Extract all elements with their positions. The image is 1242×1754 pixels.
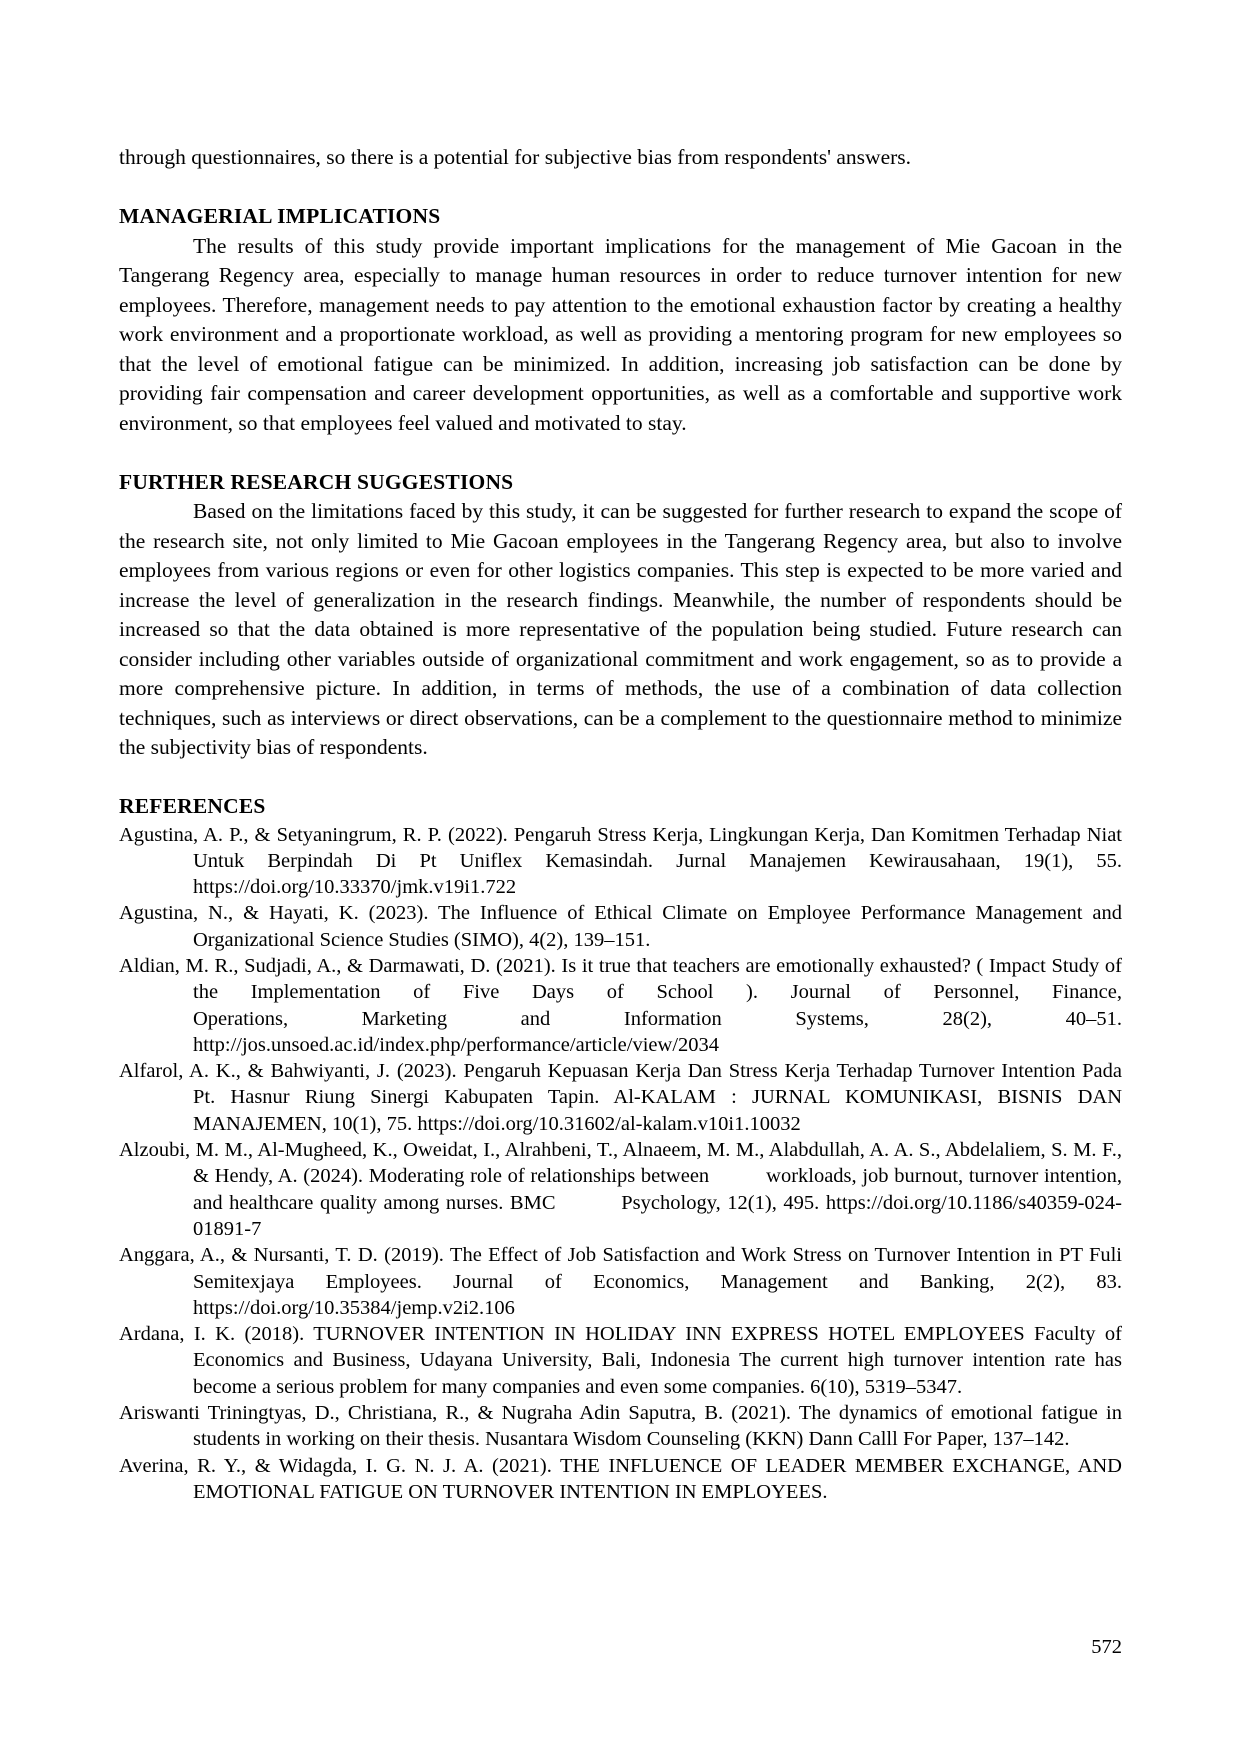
reference-entry-averina: Averina, R. Y., & Widagda, I. G. N. J. A. (2021). THE INFLUENCE OF LEADER MEMBER EXCHANGE, AND EMOTIONAL FATIGUE ON TURNOVER INTENTION IN EMPLOYEES. — [119, 1454, 1122, 1503]
reference-entry-anggara: Anggara, A., & Nursanti, T. D. (2019). The Effect of Job Satisfaction and Work Stress on Turnover Intention in PT Fuli Semitexjaya Employees. Journal of Economics, Management and Banking, 2(2), 83. https://doi.org/10.35384/jemp.v2i2.106 — [119, 1244, 1122, 1319]
heading-further-research-suggestions: FURTHER RESEARCH SUGGESTIONS — [119, 469, 514, 494]
managerial-implications-paragraph: The results of this study provide important implications for the management of Mie Gacoan in the Tangerang Regency area, especially to manage human resources in order to reduce turnover intention for new employees. Therefore, management needs to pay attention to the emotional exhaustion factor by creating a healthy work environment and a proportionate workload, as well as providing a mentoring program for new employees so that the level of emotional fatigue can be minimized. In addition, increasing job satisfaction can be done by providing fair compensation and career development opportunities, as well as a comfortable and supportive work environment, so that employees feel valued and motivated to stay. — [119, 233, 1122, 435]
reference-entry-aldian: Aldian, M. R., Sudjadi, A., & Darmawati, D. (2021). Is it true that teachers are emotionally exhausted? ( Impact Study of the Implementation of Five Days of School ). Journal of Personnel, Finance, Operations, Marketing and Information Systems, 28(2), 40–51. http://jos.unsoed.ac.id/index.php/performance/article/view/2034 — [119, 954, 1122, 1056]
reference-entry-ariswanti: Ariswanti Triningtyas, D., Christiana, R., & Nugraha Adin Saputra, B. (2021). The dynamics of emotional fatigue in students in working on their thesis. Nusantara Wisdom Counseling (KKN) Dann Calll For Paper, 137–142. — [119, 1402, 1122, 1451]
reference-entry-agustina-n: Agustina, N., & Hayati, K. (2023). The Influence of Ethical Climate on Employee Performance Management and Organizational Science Studies (SIMO), 4(2), 139–151. — [119, 902, 1122, 951]
heading-managerial-implications: MANAGERIAL IMPLICATIONS — [119, 204, 441, 228]
page-content — [119, 143, 1122, 1505]
reference-entry-agustina-ap: Agustina, A. P., & Setyaningrum, R. P. (2022). Pengaruh Stress Kerja, Lingkungan Kerja, Dan Komitmen Terhadap Niat Untuk Berpindah Di Pt Uniflex Kemasindah. Jurnal Manajemen Kewirausahaan, 19(1), 55. https://doi.org/10.33370/jmk.v19i1.722 — [119, 823, 1122, 899]
reference-entry-alfarol: Alfarol, A. K., & Bahwiyanti, J. (2023). Pengaruh Kepuasan Kerja Dan Stress Kerja Terhadap Turnover Intention Pada Pt. Hasnur Riung Sinergi Kabupaten Tapin. Al-KALAM : JURNAL KOMUNIKASI, BISNIS DAN MANAJEMEN, 10(1), 75. https://doi.org/10.31602/al-kalam.v10i1.10032 — [119, 1060, 1122, 1135]
reference-entry-alzoubi: Alzoubi, M. M., Al-Mugheed, K., Oweidat, I., Alrahbeni, T., Alnaeem, M. M., Alabdullah, A. A. S., Abdelaliem, S. M. F., & Hendy, A. (2024). Moderating role of relationships between workloads, job burnout, turnover intention, and healthcare quality among nurses. BMC Psychology, 12(1), 495. https://doi.org/10.1186/s40359-024-01891-7 — [119, 1139, 1122, 1240]
page-number: 572 — [1091, 1636, 1122, 1658]
continuation-paragraph: through questionnaires, so there is a potential for subjective bias from respondents' answers. — [119, 145, 912, 169]
reference-list — [119, 822, 1122, 1506]
further-research-paragraph: Based on the limitations faced by this study, it can be suggested for further research to expand the scope of the research site, not only limited to Mie Gacoan employees in the Tangerang Regency area, but also to involve employees from various regions or even for other logistics companies. This step is expected to be more varied and increase the level of generalization in the research findings. Meanwhile, the number of respondents should be increased so that the data obtained is more representative of the population being studied. Future research can consider including other variables outside of organizational commitment and work engagement, so as to provide a more comprehensive picture. In addition, in terms of methods, the use of a combination of data collection techniques, such as interviews or direct observations, can be a complement to the questionnaire method to minimize the subjectivity bias of respondents. — [119, 499, 1122, 759]
heading-references: REFERENCES — [119, 794, 266, 818]
reference-entry-ardana: Ardana, I. K. (2018). TURNOVER INTENTION IN HOLIDAY INN EXPRESS HOTEL EMPLOYEES Faculty of Economics and Business, Udayana University, Bali, Indonesia The current high turnover intention rate has become a serious problem for many companies and even some companies. 6(10), 5319–5347. — [119, 1323, 1122, 1398]
